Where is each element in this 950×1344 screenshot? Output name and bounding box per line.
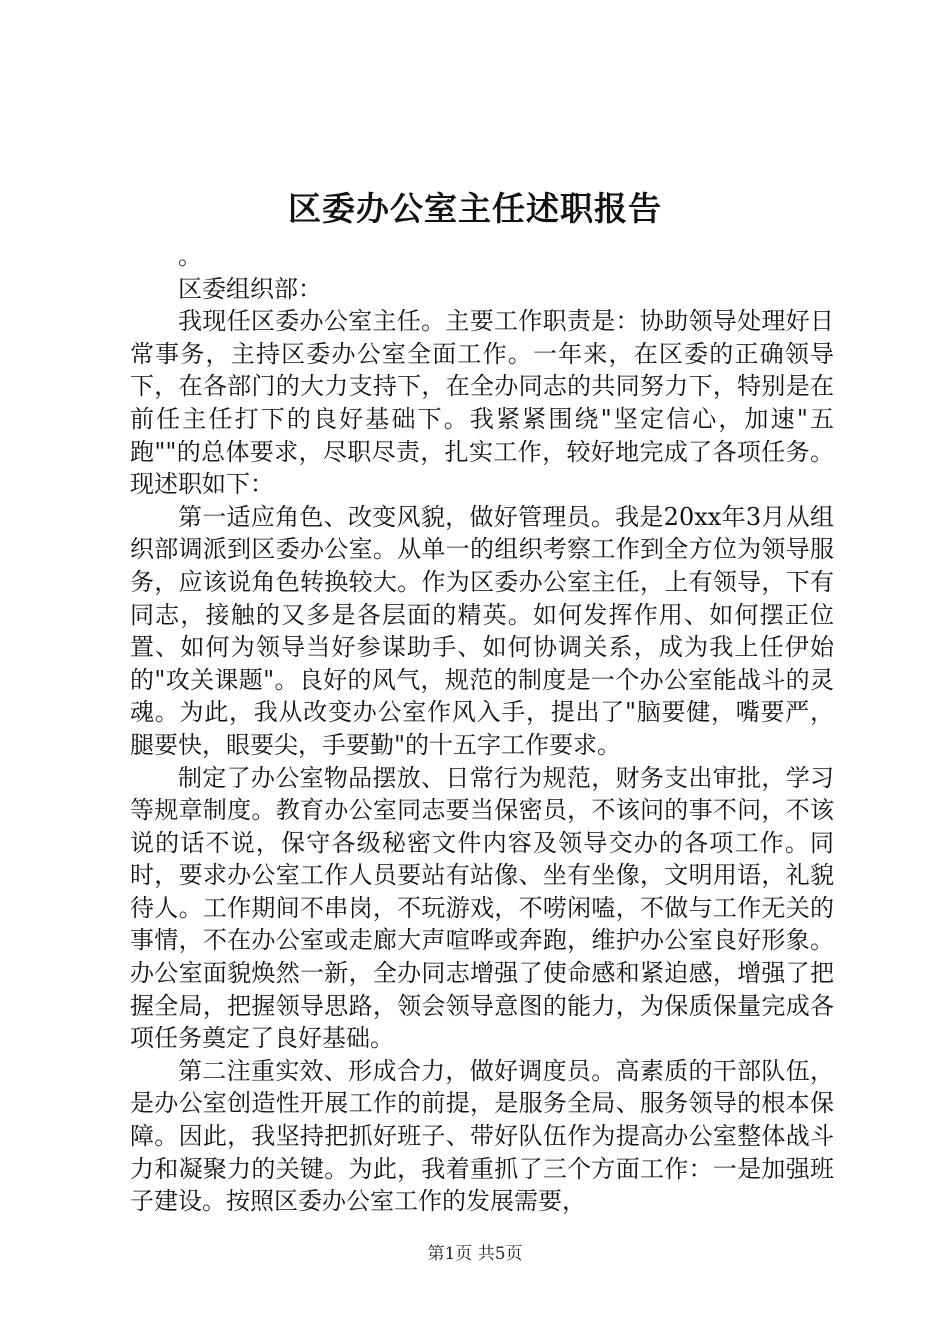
document-title: 区委办公室主任述职报告	[288, 189, 662, 228]
document-body	[130, 240, 834, 1218]
page-footer: 第1页 共5页	[427, 1244, 523, 1264]
paragraph-section-two: 第二注重实效、形成合力，做好调度员。高素质的干部队伍，是办公室创造性开展工作的前提，是服务全局、服务领导的根本保障。因此，我坚持把抓好班子、带好队伍作为提高办公室整体战斗力和凝聚力的关键。为此，我着重抓了三个方面工作：一是加强班子建设。按照区委办公室工作的发展需要，	[130, 1056, 834, 1216]
salutation: 区委组织部：	[178, 274, 322, 303]
paragraph-section-one: 第一适应角色、改变风貌，做好管理员。我是20xx年3月从组织部调派到区委办公室。从单一的组织考察工作到全方位为领导服务，应该说角色转换较大。作为区委办公室主任，上有领导，下有同志，接触的又多是各层面的精英。如何发挥作用、如何摆正位置、如何为领导当好参谋助手、如何协调关系，成为我上任伊始的"攻关课题"。良好的风气，规范的制度是一个办公室能战斗的灵魂。为此，我从改变办公室作风入手，提出了"脑要健，嘴要严，腿要快，眼要尖，手要勤"的十五字工作要求。	[130, 502, 834, 759]
paragraph-mark: 。	[178, 242, 202, 270]
paragraph-intro: 我现任区委办公室主任。主要工作职责是：协助领导处理好日常事务，主持区委办公室全面工作。一年来，在区委的正确领导下，在各部门的大力支持下，在全办同志的共同努力下，特别是在前任主任打下的良好基础下。我紧紧围绕"坚定信心，加速"五跑""的总体要求，尽职尽责，扎实工作，较好地完成了各项任务。现述职如下：	[130, 307, 834, 499]
paragraph-rules: 制定了办公室物品摆放、日常行为规范，财务支出审批，学习等规章制度。教育办公室同志要当保密员，不该问的事不问，不该说的话不说，保守各级秘密文件内容及领导交办的各项工作。同时，要求办公室工作人员要站有站像、坐有坐像，文明用语，礼貌待人。工作期间不串岗，不玩游戏，不唠闲嗑，不做与工作无关的事情，不在办公室或走廊大声喧哗或奔跑，维护办公室良好形象。办公室面貌焕然一新，全办同志增强了使命感和紧迫感，增强了把握全局，把握领导思路，领会领导意图的能力，为保质保量完成各项任务奠定了良好基础。	[130, 763, 834, 1053]
